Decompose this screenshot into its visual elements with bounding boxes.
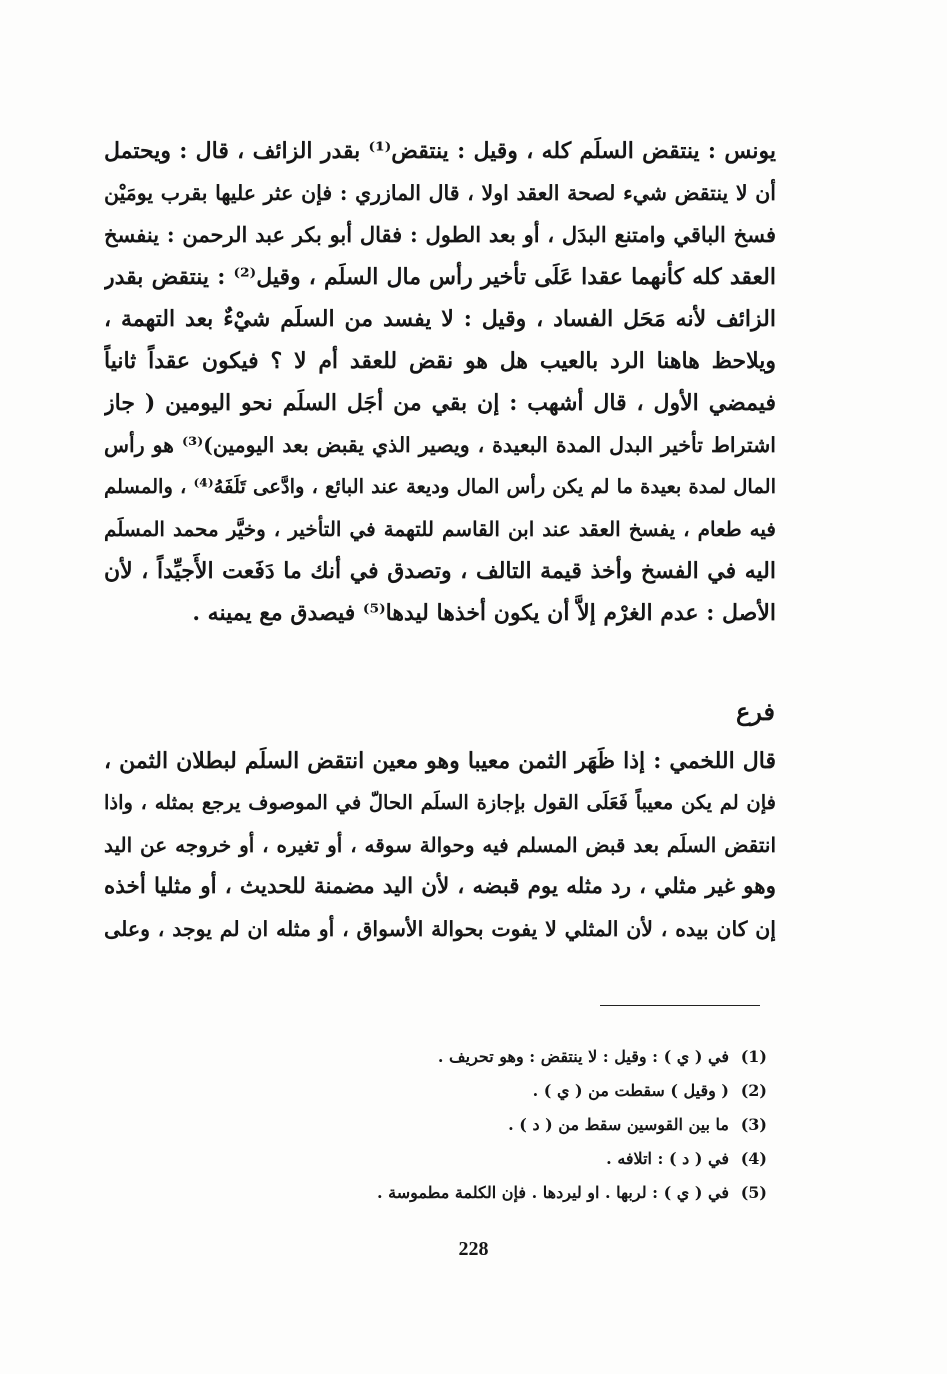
footnote-text: ما بين القوسين سقط من ( د ) . (508, 1115, 729, 1134)
footnote (207, 1142, 767, 1176)
footnote-divider (600, 1005, 760, 1006)
footnote (207, 1176, 767, 1210)
text-line: انتقض السلَم بعد قبض المسلم فيه وحوالة سوقه ، أو تغيره ، أو خروجه عن اليد (104, 833, 776, 857)
text-line: يونس : ينتقض السلَم كله ، وقيل : ينتقض⁽¹⁾ بقدر الزائف ، قال : ويحتمل (104, 138, 776, 164)
footnote (207, 1074, 767, 1108)
footnote-text: في ( ي ) : لربها . او ليردها . فإن الكلمة مطموسة . (377, 1183, 729, 1202)
text-line: فسخ الباقي وامتنع البدَل ، أو بعد الطول : فقال أبو بكر عبد الرحمن : ينفسخ (104, 222, 776, 247)
footnote-text: في ( د ) : اتلافه . (606, 1149, 729, 1168)
text-line: الزائف لأنه مَحَل الفساد ، وقيل : لا يفسد من السلَم شيْءٌ بعد التهمة ، (104, 306, 776, 332)
text-line: قال اللخمي : إذا ظَهَر الثمن معيبا وهو معين انتقض السلَم لبطلان الثمن ، (104, 748, 776, 774)
text-line: الأصل : عدم الغرْم إلاَّ أن يكون أخذها ليدها⁽⁵⁾ فيصدق مع يمينه . (192, 600, 776, 626)
main-paragraph-2 (104, 740, 776, 950)
section-heading: فرع (735, 697, 775, 726)
text-line: فيه طعام ، يفسخ العقد عند ابن القاسم للتهمة في التأخير ، وخيَّر محمد المسلَم (104, 517, 776, 541)
footnote-number: (1) (740, 1047, 767, 1066)
main-paragraph-1 (104, 130, 776, 634)
footnote (207, 1108, 767, 1142)
footnote (207, 1040, 767, 1074)
footnote-number: (5) (740, 1183, 767, 1202)
footnote-text: في ( ي ) : وقيل : لا ينتقض : وهو تحريف . (437, 1047, 729, 1066)
text-line: فيمضي الأول ، قال أشهب : إن بقي من أجَل السلَم نحو اليومين ( جاز (104, 390, 776, 416)
text-line: أن لا ينتقض شيء لصحة العقد اولا ، قال المازري : فإن عثر عليها بقرب يومَيْن (104, 181, 776, 205)
text-line: إن كان بيده ، لأن المثلي لا يفوت بحوالة الأسواق ، أو مثله ان لم يوجد ، وعلى (104, 917, 776, 941)
footnote-text: ( وقيل ) سقطت من ( ي ) . (532, 1081, 729, 1100)
page-number: 228 (458, 1238, 489, 1260)
footnote-number: (2) (740, 1081, 767, 1100)
text-line: فإن لم يكن معيباً فَعَلَى القول بإجازة السلَم الحالّ في الموصوف يرجع بمثله ، واذا (104, 791, 776, 814)
text-line: اشتراط تأخير البدل المدة البعيدة ، ويصير الذي يقبض بعد اليومين)⁽³⁾ هو رأس (104, 433, 776, 457)
footnote-number: (4) (740, 1149, 767, 1168)
text-line: المال لمدة بعيدة ما لم يكن رأس المال وديعة عند البائع ، وادَّعى تَلَفَهُ⁽⁴⁾ ، والمسلم (104, 475, 776, 498)
text-line: ويلاحظ هاهنا الرد بالعيب هل هو نقض للعقد أم لا ؟ فيكون عقداً ثانياً (104, 348, 776, 374)
footnote-number: (3) (740, 1115, 767, 1134)
text-line: اليه في الفسخ وأخذ قيمة التالف ، وتصدق في أنك ما دَفَعت الأَجيِّداً ، لأن (104, 558, 776, 584)
text-line: العقد كله كأنهما عقدا عَلَى تأخير رأس مال السلَم ، وقيل⁽²⁾ : ينتقض بقدر (104, 264, 776, 290)
footnotes (207, 1040, 767, 1210)
text-line: وهو غير مثلي ، رد مثله يوم قبضه ، لأن اليد مضمنة للحديث ، أو مثليا أخذه (104, 874, 776, 899)
